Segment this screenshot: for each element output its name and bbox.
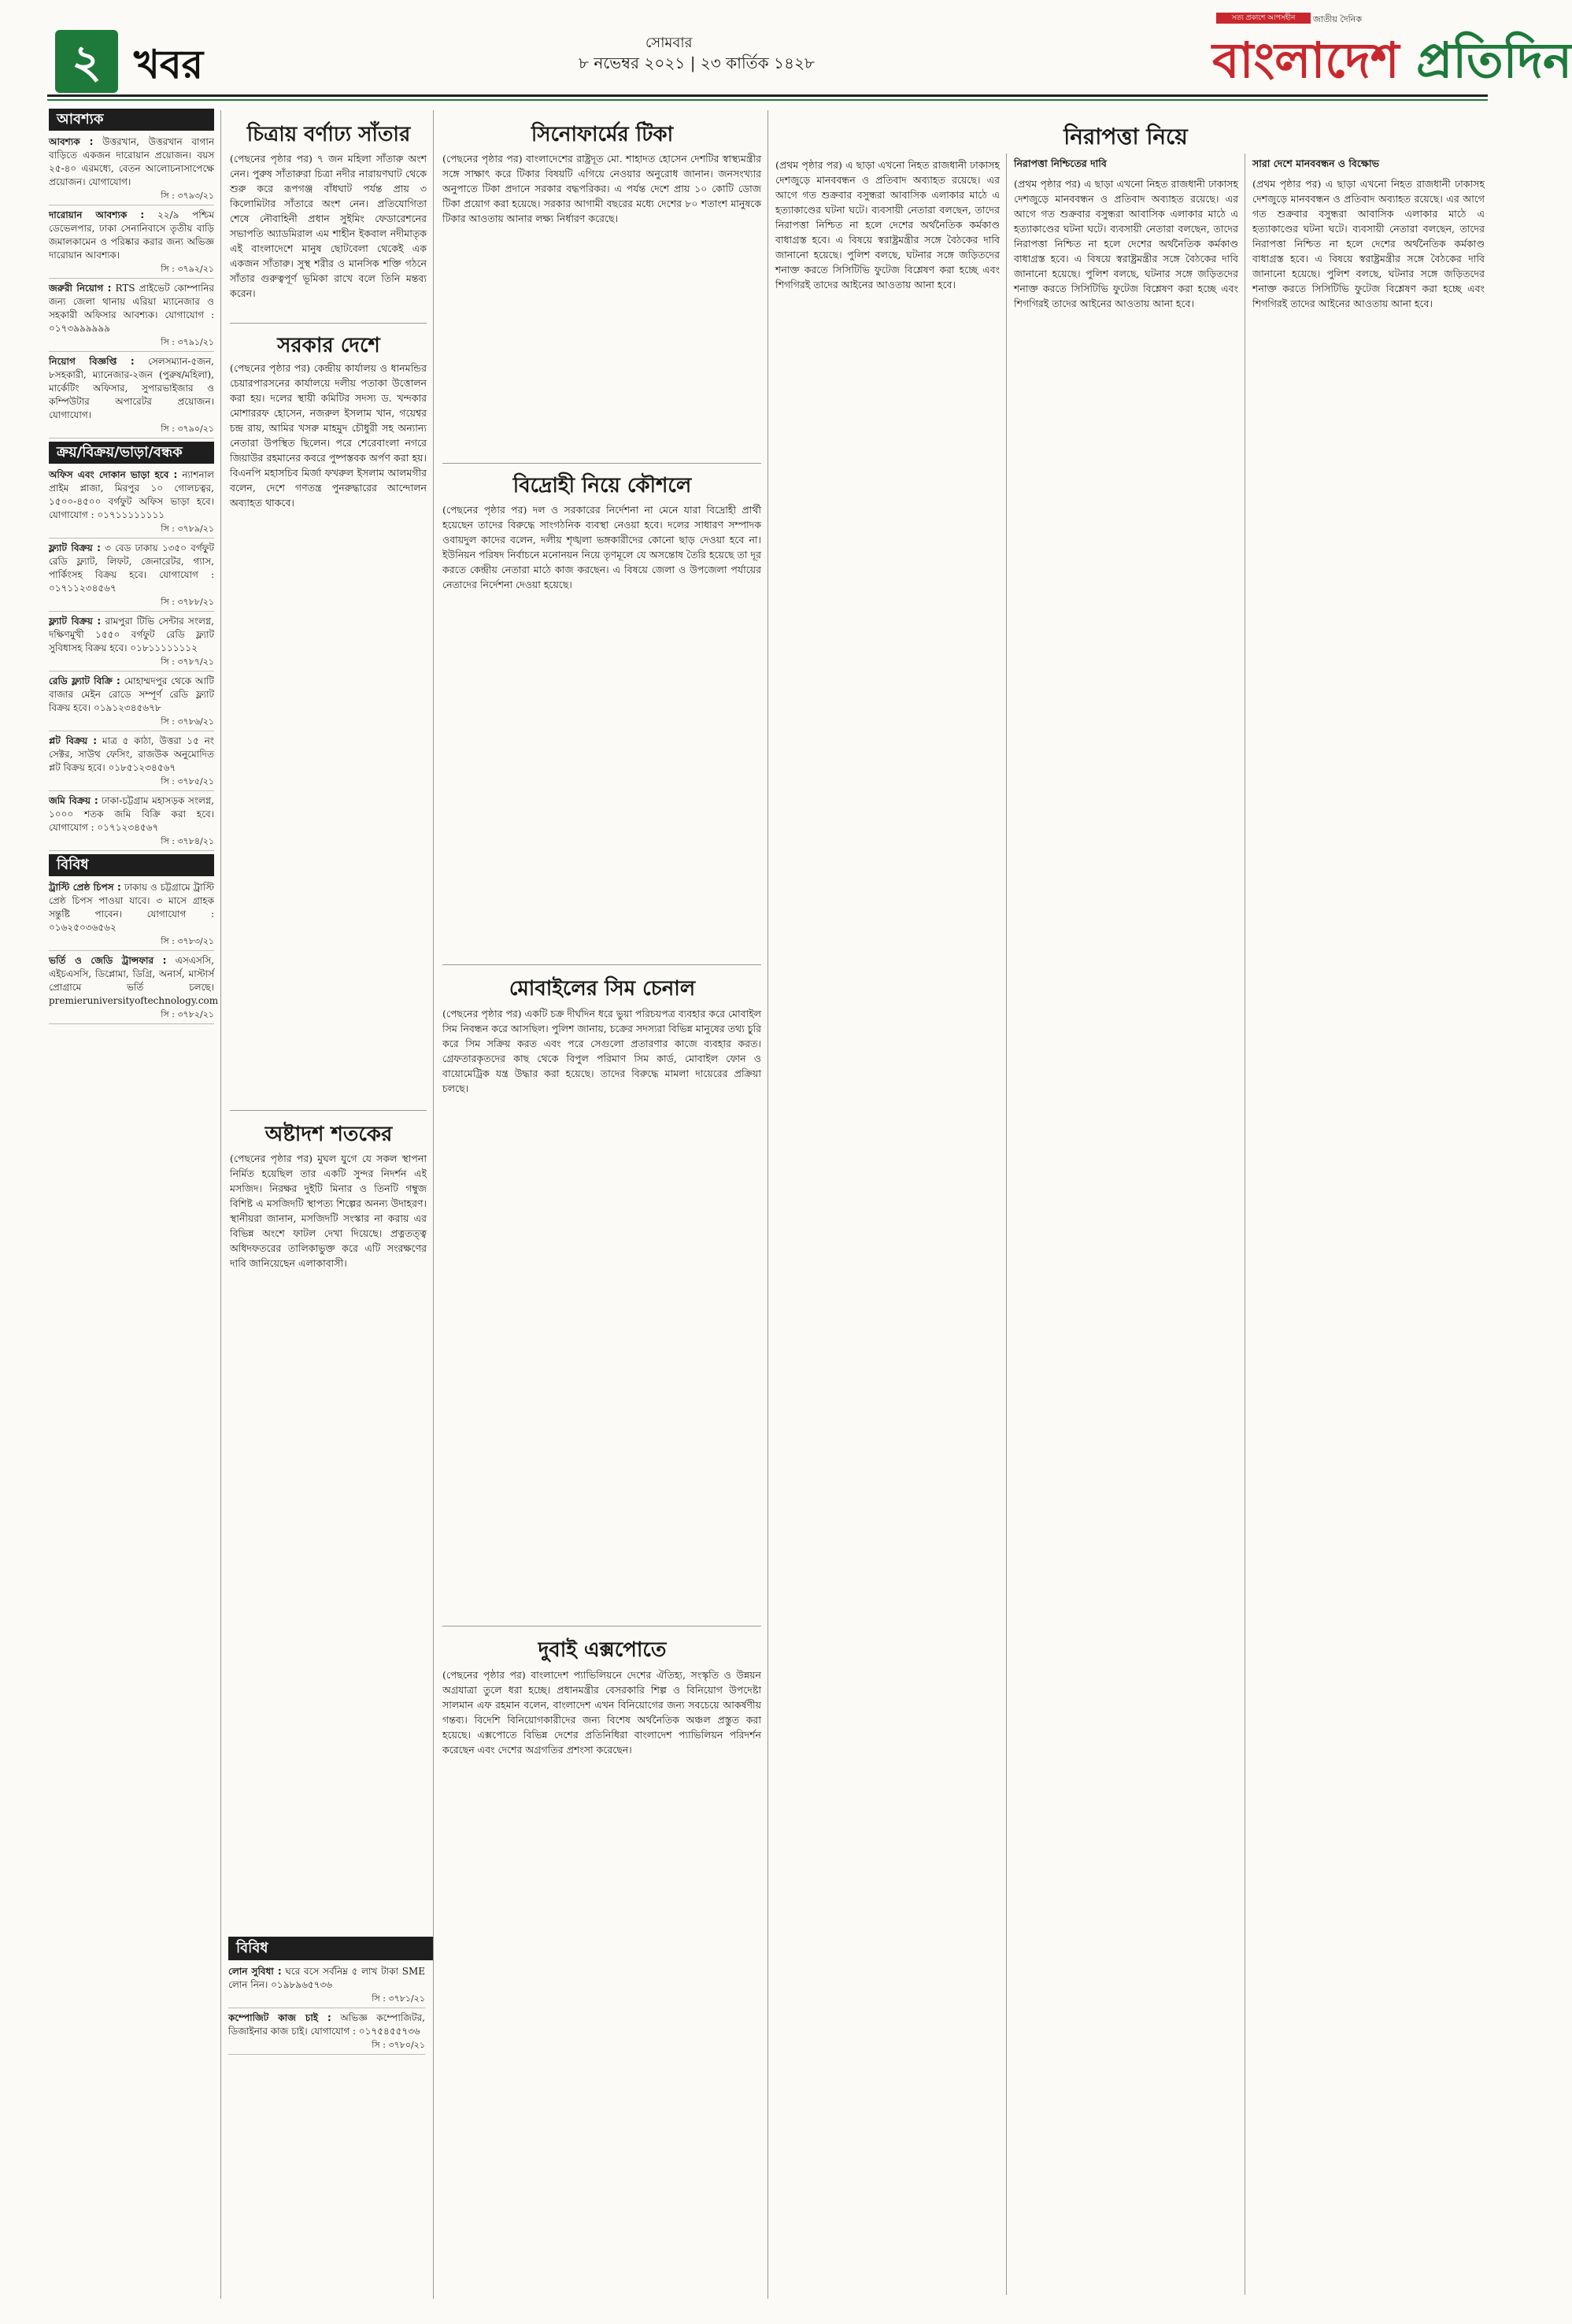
column-divider (220, 110, 221, 2299)
misc-box-heading: বিবিধ (228, 1937, 433, 1960)
classified-ad-code: সি : ৩৭৮৬/২১ (49, 715, 214, 731)
classified-ad-title: রেডি ফ্ল্যাট বিক্রি : (49, 675, 120, 686)
classified-ad-title: দারোয়ান আবশ্যক : (49, 209, 145, 220)
classified-ad (49, 675, 214, 731)
column-divider (433, 110, 434, 2299)
classified-ad (49, 355, 214, 439)
headline-sarkar: সরকার দেশে (277, 334, 380, 357)
classified-ad-title: ভর্তি ও জেডি ট্রান্সফার : (49, 955, 167, 966)
classified-ad-title: প্লট বিক্রয় : (49, 735, 98, 746)
classified-ad (49, 794, 214, 851)
article-nirapotta-col3: (প্রথম পৃষ্ঠার পর) এ ছাড়া এখনো নিহত রাজধানী ঢাকাসহ দেশজুড়ে মানববন্ধন ও প্রতিবাদ অব্যাহত রয়েছে। এর আগে গত শুক্রবার বসুন্ধরা আবাসিক এলাকার মাঠে এ হত্যাকাণ্ডের ঘটনা ঘটে। ব্যবসায়ী নেতারা বলছেন, তাদের নিরাপত্তা নিশ্চিত না হলে দেশের অর্থনৈতিক কর্মকাণ্ড বাধাগ্রস্ত হবে। এ বিষয়ে স্বরাষ্ট্রমন্ত্রীর সঙ্গে বৈঠকের দাবি জানানো হয়েছে। পুলিশ বলছে, ঘটনার সঙ্গে জড়িতদের শনাক্ত করতে সিসিটিভি ফুটেজ বিশ্লেষণ করা হচ্ছে এবং শিগগিরই তাদের আইনের আওতায় আনা হবে। (1252, 178, 1485, 309)
classified-ad (49, 468, 214, 538)
classified-list-needed (49, 135, 214, 439)
dateline: ৮ নভেম্বর ২০২১ | ২৩ কার্তিক ১৪২৮ (579, 54, 815, 72)
classified-ad (49, 954, 219, 1024)
classified-ad-text: ঢাকা-চট্টগ্রাম মহাসড়ক সংলগ্ন, ১০০০ শতক জমি বিক্রি করা হবে। যোগাযোগ : ০১৭১২৩৪৫৬৭ (49, 795, 214, 833)
logo-text-2: প্রতিদিন (1416, 31, 1572, 89)
classified-ad-text: মাত্র ৫ কাঠা, উত্তরা ১৫ নং সেক্টর, সাউথ ফেসিং, রাজউক অনুমোদিত প্লট বিক্রয় হবে। ০১৮৫১২৩৪৫৬৭ (49, 735, 214, 773)
subhead-nirapotta-1: নিরাপত্তা নিশ্চিতের দাবি (1014, 157, 1107, 169)
headline-nirapotta: নিরাপত্তা নিয়ে (1063, 124, 1188, 150)
classified-ad-text: সেলসম্যান-৫জন, ৮সহকারী, ম্যানেজার-২জন (পুরুষ/মহিলা), মার্কেটিং অফিসার, সুপারভাইজার ও কম্পিউটার অপারেটর প্রয়োজন। যোগাযোগ। (49, 356, 214, 420)
classified-ad-code: সি : ৩৭৮৪/২১ (49, 834, 214, 851)
classified-ad (49, 881, 214, 951)
classified-list-misc (49, 881, 219, 1024)
classified-ad-title: কম্পোজিট কাজ চাই : (228, 2012, 331, 2023)
article-chitra: (পেছনের পৃষ্ঠার পর) ৭ জন মহিলা সাঁতারু অংশ নেন। পুরুষ সাঁতারুরা চিত্রা নদীর নারায়ণঘাট থেকে শুরু করে রূপগঞ্জ বাঁধঘাট পর্যন্ত প্রায় ৩ কিলোমিটার সাঁতারে অংশ নেন। প্রতিযোগিতা শেষে নৌবাহিনী প্রধান সুইমিং ফেডারেশনের সভাপতি অ্যাডমিরাল এম শাহীন ইকবাল নদীমাতৃক এই বাংলাদেশে মানুষ ছোটবেলা থেকেই এক একজন সাঁতারু। সুস্থ শরীর ও মানসিক শক্তি গঠনে সাঁতার গুরুত্বপূর্ণ ভূমিকা রাখে বলে তিনি মন্তব্য করেন। (230, 153, 427, 299)
article-nirapotta-col1: (প্রথম পৃষ্ঠার পর) এ ছাড়া এখনো নিহত রাজধানী ঢাকাসহ দেশজুড়ে মানববন্ধন ও প্রতিবাদ অব্যাহত রয়েছে। এর আগে গত শুক্রবার বসুন্ধরা আবাসিক এলাকার মাঠে এ হত্যাকাণ্ডের ঘটনা ঘটে। ব্যবসায়ী নেতারা বলছেন, তাদের নিরাপত্তা নিশ্চিত না হলে দেশের অর্থনৈতিক কর্মকাণ্ড বাধাগ্রস্ত হবে। এ বিষয়ে স্বরাষ্ট্রমন্ত্রীর সঙ্গে বৈঠকের দাবি জানানো হয়েছে। পুলিশ বলছে, ঘটনার সঙ্গে জড়িতদের শনাক্ত করতে সিসিটিভি ফুটেজ বিশ্লেষণ করা হচ্ছে এবং শিগগিরই তাদের আইনের আওতায় আনা হবে। (775, 159, 1000, 290)
logo-text-1: বাংলাদেশ (1212, 31, 1417, 89)
column-divider (1006, 154, 1007, 2295)
classified-ad-text: ঘরে বসে সর্বনিম্ন ৫ লাখ টাকা SME লোন নিন। ০১৯৮৯৬৫৭৩৬ (228, 1966, 425, 1990)
classified-ad-title: জরুরী নিয়োগ : (49, 283, 112, 294)
classified-ad-code: সি : ৩৭৮১/২১ (228, 1992, 425, 2008)
article-divider (230, 323, 427, 324)
classified-ad-title: লোন সুবিধা : (228, 1966, 282, 1977)
article-nirapotta-col2: (প্রথম পৃষ্ঠার পর) এ ছাড়া এখনো নিহত রাজধানী ঢাকাসহ দেশজুড়ে মানববন্ধন ও প্রতিবাদ অব্যাহত রয়েছে। এর আগে গত শুক্রবার বসুন্ধরা আবাসিক এলাকার মাঠে এ হত্যাকাণ্ডের ঘটনা ঘটে। ব্যবসায়ী নেতারা বলছেন, তাদের নিরাপত্তা নিশ্চিত না হলে দেশের অর্থনৈতিক কর্মকাণ্ড বাধাগ্রস্ত হবে। এ বিষয়ে স্বরাষ্ট্রমন্ত্রীর সঙ্গে বৈঠকের দাবি জানানো হয়েছে। পুলিশ বলছে, ঘটনার সঙ্গে জড়িতদের শনাক্ত করতে সিসিটিভি ফুটেজ বিশ্লেষণ করা হচ্ছে এবং শিগগিরই তাদের আইনের আওতায় আনা হবে। (1014, 178, 1238, 309)
classified-ad-code: সি : ৩৭৮৫/২১ (49, 775, 214, 791)
classified-ad-text: ঢাকায় ও চট্টগ্রামে ট্রাস্টি প্রেষ্ঠ চিপস পাওয়া যাবে। ৩ মাসে গ্রাহক সন্তুষ্টি পাবেন। যোগাযোগ : ০১৬২৫০৩৬৫৬২ (49, 882, 214, 933)
masthead-rule-green (47, 99, 1488, 101)
newspaper-logo (1212, 24, 1572, 105)
classified-ad-text: অভিজ্ঞ কম্পোজিটর, ডিজাইনার কাজ চাই। যোগাযোগ : ০১৭৫৪৫৫৭৩৬ (228, 2012, 425, 2037)
article-mobile: (পেছনের পৃষ্ঠার পর) একটি চক্র দীর্ঘদিন ধরে ভুয়া পরিচয়পত্র ব্যবহার করে মোবাইল সিম নিবন্ধন করে আসছিল। পুলিশ জানায়, চক্রের সদস্যরা বিভিন্ন মানুষের তথ্য চুরি করে সিম সক্রিয় করত এবং পরে সেগুলো প্রতারণার কাজে ব্যবহার করত। গ্রেফতারকৃতদের কাছ থেকে বিপুল পরিমাণ সিম কার্ড, মোবাইল ফোন ও বায়োমেট্রিক যন্ত্র উদ্ধার করা হয়েছে। তাদের বিরুদ্ধে মামলা দায়েরের প্রক্রিয়া চলছে। (442, 1008, 761, 1094)
classified-ad-code: সি : ৩৭৮৯/২১ (49, 522, 214, 538)
headline-bidrohi: বিদ্রোহী নিয়ে কৌশলে (512, 474, 692, 498)
classified-ad-text: ২২/৯ পশ্চিম ডেভেলপার, ঢাকা সেনানিবাসে তৃতীয় বাড়ি জমালকামেন ও পরিষ্কার করার জন্য অভিজ্ঞ দারোয়ান আবশ্যক। (49, 209, 214, 261)
classified-ad (49, 615, 214, 672)
classified-ad (49, 209, 214, 279)
weekday: সোমবার (645, 35, 693, 51)
classified-ad-code: সি : ৩৭৮২/২১ (49, 1008, 214, 1024)
masthead-rule (47, 94, 1488, 97)
article-divider (230, 1110, 427, 1111)
classified-list-sale (49, 468, 214, 851)
classified-ad-code: সি : ৩৭৮০/২১ (228, 2038, 425, 2055)
classified-ad (49, 542, 214, 612)
classified-ad-text: উত্তরখান, উত্তরখান বাগান বাড়িতে একজন দারোয়ান প্রয়োজন। বয়স ২৫-৪০ এরমধ্যে, বেতন আলোচনাসাপেক্ষে প্রয়োজন। যোগাযোগ। (49, 136, 214, 187)
classified-ad-code: সি : ৩৭৯১/২১ (49, 335, 214, 352)
classified-ad-title: জমি বিক্রয় : (49, 795, 98, 806)
classified-ad-code: সি : ৩৭৮৮/২১ (49, 595, 214, 612)
article-dubai: (পেছনের পৃষ্ঠার পর) বাংলাদেশ প্যাভিলিয়নে দেশের ঐতিহ্য, সংস্কৃতি ও উন্নয়ন অগ্রযাত্রা তুলে ধরা হচ্ছে। প্রধানমন্ত্রীর বেসরকারি শিল্প ও বিনিয়োগ উপদেষ্টা সালমান এফ রহমান বলেন, বাংলাদেশ এখন বিনিয়োগের জন্য সবচেয়ে আকর্ষণীয় গন্তব্য। বিদেশি বিনিয়োগকারীদের জন্য বিশেষ অর্থনৈতিক অঞ্চল প্রস্তুত করা হয়েছে। এক্সপোতে বিভিন্ন দেশের প্রতিনিধিরা বাংলাদেশ প্যাভিলিয়ন পরিদর্শন করেছেন এবং দেশের অগ্রগতির প্রশংসা করেছেন। (442, 1669, 761, 1756)
article-divider (442, 964, 761, 965)
section-name: খবর (134, 42, 204, 87)
classified-ad-code: সি : ৩৭৯০/২১ (49, 422, 214, 439)
classified-ad-text: ন্যাশনাল প্রাইম প্লাজা, মিরপুর ১০ গোলচত্বর, ১৫০০-৪৫০০ বর্গফুট অফিস ভাড়া হবে। যোগাযোগ : ০১৭১১১১১১১১ (49, 469, 214, 520)
page-number: ২ (55, 30, 118, 93)
classified-ad-title: ফ্ল্যাট বিক্রয় : (49, 542, 101, 553)
classified-ad-code: সি : ৩৭৯৩/২১ (49, 189, 214, 205)
classified-ad-text: রামপুরা টিভি সেন্টার সংলগ্ন, দক্ষিণমুখী ১৫৫০ বর্গফুট রেডি ফ্ল্যাট সুবিধাসহ বিক্রয় হবে। ০১৮১১১১১১১২ (49, 616, 214, 653)
classified-ad (228, 1965, 425, 2008)
article-cinoform: (পেছনের পৃষ্ঠার পর) বাংলাদেশের রাষ্ট্রদূত মো. শাহাদত হোসেন দেশটির স্বাস্থ্যমন্ত্রীর সঙ্গে সাক্ষাৎ করে টিকার বিষয়টি এগিয়ে নেওয়ার অনুরোধ জানান। জনসংখ্যার অনুপাতে টিকা প্রদানে সরকার বদ্ধপরিকর। এ পর্যন্ত দেশে প্রায় ১০ কোটি ডোজ টিকা প্রয়োগ করা হয়েছে। সরকার আগামী বছরের মধ্যে দেশের ৮০ শতাংশ মানুষকে টিকার আওতায় আনার লক্ষ্য নির্ধারণ করেছে। (442, 153, 761, 224)
classified-ad-title: ফ্ল্যাট বিক্রয় : (49, 616, 102, 627)
article-bidrohi: (পেছনের পৃষ্ঠার পর) দল ও সরকারের নির্দেশনা না মেনে যারা বিদ্রোহী প্রার্থী হয়েছেন তাদের বিরুদ্ধে সাংগঠনিক ব্যবস্থা নেওয়া হবে। দলের সাধারণ সম্পাদক ওবায়দুল কাদের বলেন, দলীয় শৃঙ্খলা ভঙ্গকারীদের কোনো ছাড় দেওয়া হবে না। ইউনিয়ন পরিষদ নির্বাচনে মনোনয়ন নিয়ে তৃণমূলে যে অসন্তোষ তৈরি হয়েছে তা দূর করতে কেন্দ্রীয় নেতারা মাঠে কাজ করছেন। এ বিষয়ে জেলা ও উপজেলা পর্যায়ের নেতাদের নির্দেশনা দেওয়া হয়েছে। (442, 504, 761, 590)
classified-ad-code: সি : ৩৭৮৩/২১ (49, 934, 214, 951)
classified-ad-title: অফিস এবং দোকান ভাড়া হবে : (49, 469, 178, 480)
article-sarkar: (পেছনের পৃষ্ঠার পর) কেন্দ্রীয় কার্যালয় ও ধানমন্ডির চেয়ারপারসনের কার্যালয়ে দলীয় পতাকা উত্তোলন করা হয়। দলের স্থায়ী কমিটির সদস্য ড. খন্দকার মোশাররফ হোসেন, নজরুল ইসলাম খান, গয়েশ্বর চন্দ্র রায়, আমির খসরু মাহমুদ চৌধুরী সহ অন্যান্য নেতারা উপস্থিত ছিলেন। পরে শেরেবাংলা নগরে জিয়াউর রহমানের কবরে পুষ্পস্তবক অর্পণ করা হয়। বিএনপি মহাসচিব মির্জা ফখরুল ইসলাম আলমগীর বলেন, দেশে গণতন্ত্র পুনরুদ্ধারের আন্দোলন অব্যাহত থাকবে। (230, 362, 427, 509)
classified-ad-text: এসএসসি, এইচএসসি, ডিপ্লোমা, ডিগ্রি, অনার্স, মাস্টার্স প্রোগ্রামে ভর্তি চলছে। premieruniversityoftechnology.com (49, 955, 219, 1006)
classified-ad-text: RTS প্রাইভেট কোম্পানির জন্য জেলা থানায় এরিয়া ম্যানেজার ও সহকারী অফিসার আবশ্যক। যোগাযোগ : ০১৭৩৯৯৯৯৯৯ (49, 283, 214, 334)
classified-ad-code: সি : ৩৭৯২/২১ (49, 262, 214, 279)
classified-ad-title: নিয়োগ বিজ্ঞপ্তি : (49, 356, 135, 367)
headline-ashtadosh: অষ্টাদশ শতকের (264, 1123, 393, 1146)
headline-mobile: মোবাইলের সিম চেনাল (509, 977, 696, 1001)
classifieds-column (49, 109, 219, 2297)
article-divider (442, 463, 761, 464)
subhead-nirapotta-2: সারা দেশে মানববন্ধন ও বিক্ষোভ (1252, 157, 1379, 169)
classified-ad (228, 2011, 425, 2055)
classified-ad-text: ৩ বেড ঢাকায় ১৩৫০ বর্গফুট রেডি ফ্ল্যাট, লিফট, জেনারেটর, গ্যাস, পার্কিংসহ বিক্রয় হবে। যোগাযোগ : ০১৭১১২৩৪৫৬৭ (49, 542, 214, 594)
classified-heading-sale: ক্রয়/বিক্রয়/ভাড়া/বন্ধক (49, 442, 214, 464)
logo-tagline-2: জাতীয় দৈনিক (1313, 14, 1363, 24)
classified-ad-text: মোহাম্মদপুর থেকে আটি বাজার মেইন রোডে সম্পূর্ণ রেডি ফ্ল্যাট বিক্রয় হবে। ০১৯১২৩৪৫৬৭৮ (49, 675, 214, 713)
classified-ad-title: ট্রাস্টি প্রেষ্ঠ চিপস : (49, 882, 121, 893)
classified-ad (49, 135, 214, 205)
classified-heading-misc: বিবিধ (49, 854, 214, 876)
classified-ad (49, 282, 214, 352)
headline-dubai: দুবাই এক্সপোতে (538, 1638, 667, 1662)
classified-heading-needed: আবশ্যক (49, 109, 214, 131)
classified-ad-title: আবশ্যক : (49, 136, 94, 147)
misc-box (228, 1965, 425, 2058)
headline-cinoform: সিনোফার্মের টিকা (531, 123, 674, 146)
classified-ad (49, 735, 214, 791)
classified-ad-code: সি : ৩৭৮৭/২১ (49, 655, 214, 672)
article-ashtadosh: (পেছনের পৃষ্ঠার পর) মুঘল যুগে যে সকল স্থাপনা নির্মিত হয়েছিল তার একটি সুন্দর নিদর্শন এই মসজিদ। নিরক্ষর দুইটি মিনার ও তিনটি গম্বুজ বিশিষ্ট এ মসজিদটি স্থাপত্য শিল্পের অনন্য উদাহরণ। স্থানীয়রা জানান, মসজিদটি সংস্কার না করায় এর বিভিন্ন অংশে ফাটল দেখা দিয়েছে। প্রত্নতত্ত্ব অধিদফতরের তালিকাভুক্ত করে এটি সংরক্ষণের দাবি জানিয়েছেন এলাকাবাসী। (230, 1153, 427, 1269)
logo-tagline: সত্য প্রকাশে আপসহীন (1216, 13, 1311, 24)
headline-chitra: চিত্রায় বর্ণাঢ্য সাঁতার (246, 123, 411, 146)
